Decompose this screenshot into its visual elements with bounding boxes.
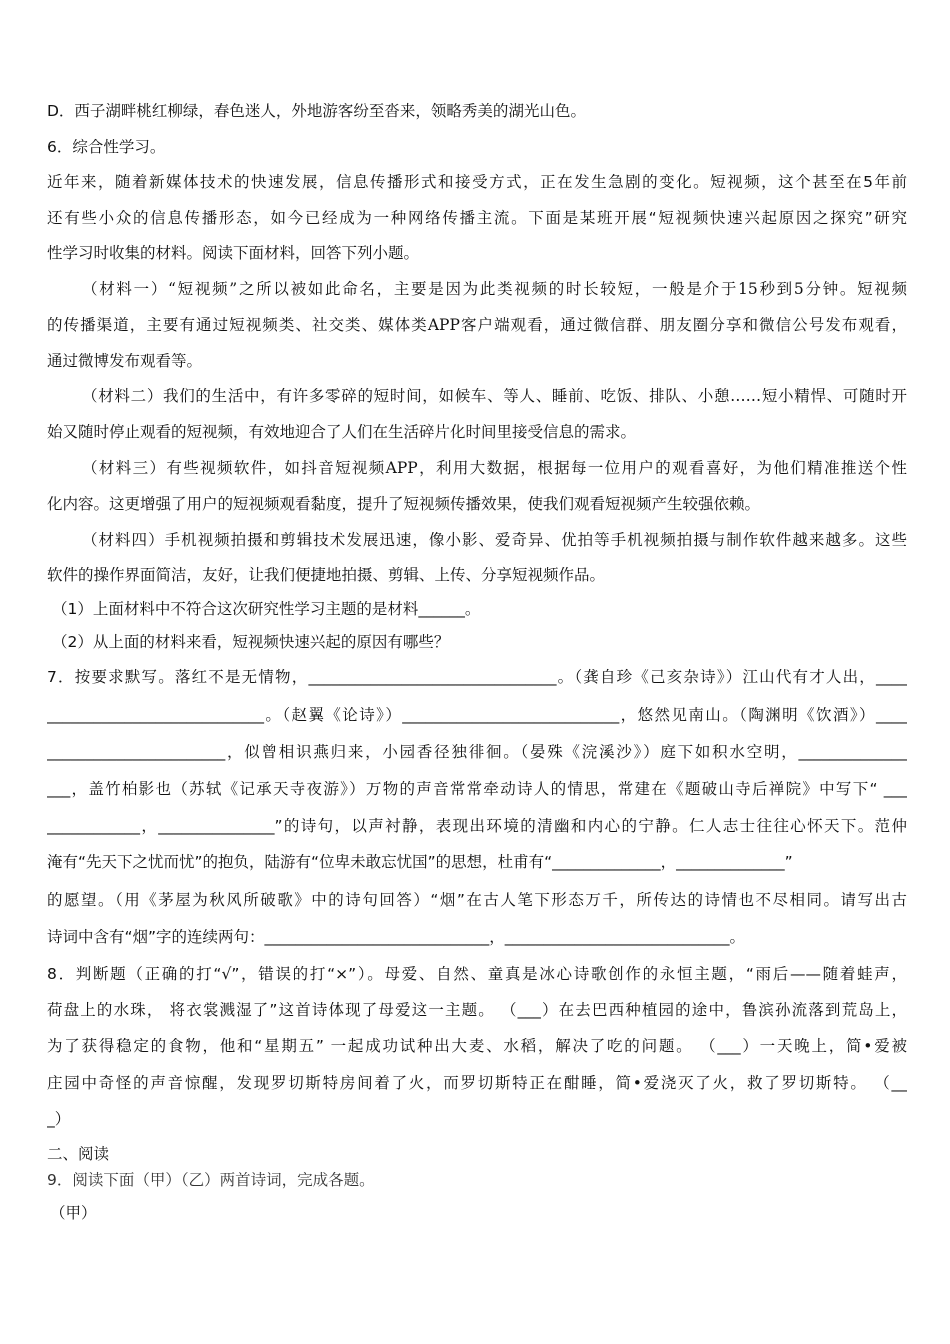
material-1-line: 通过微博发布观看等。 [47,352,203,370]
q6-intro-line: 近年来，随着新媒体技术的快速发展，信息传播形式和接受方式，正在发生急剧的变化。短视频，这个甚至在5年前 [47,173,907,191]
option-d: D．西子湖畔桃红柳绿，春色迷人，外地游客纷至沓来，领略秀美的湖光山色。 [47,102,586,120]
q6-intro-line: 性学习时收集的材料。阅读下面材料，回答下列小题。 [47,244,420,262]
material-2-line: （材料二）我们的生活中，有许多零碎的短时间，如候车、等人、睡前、吃饭、排队、小憩……短小精悍、可随时开 [82,387,907,405]
material-4-line: 软件的操作界面简洁，友好，让我们便捷地拍摄、剪辑、上传、分享短视频作品。 [47,566,606,584]
question-6-title: 6．综合性学习。 [47,138,166,156]
question-7-line: 淹有“先天下之忧而忧”的抱负，陆游有“位卑未敢忘忧国”的思想，杜甫有“______________，______________” [47,853,793,871]
question-7-line: _______________________，似曾相识燕归来，小园香径独徘徊。（晏殊《浣溪沙》）庭下如积水空明，______________ [47,743,907,761]
question-9: 9．阅读下面（甲）（乙）两首诗词，完成各题。 [47,1171,375,1189]
question-8-line: 庄园中奇怪的声音惊醒，发现罗切斯特房间着了火，而罗切斯特正在酣睡，简•爱浇灭了火，救了罗切斯特。 （__ [47,1074,907,1092]
question-7-line: 的愿望。（用《茅屋为秋风所破歌》中的诗句回答）“烟”在古人笔下形态万千，所传达的诗情也不尽相同。请写出古 [47,891,907,909]
material-1-line: （材料一）“短视频”之所以被如此命名，主要是因为此类视频的时长较短，一般是介于15秒到5分钟。短视频 [82,280,907,298]
poem-a-label: （甲） [50,1204,97,1222]
question-7-line: ____________________________。（赵翼《论诗》）____________________________，悠然见南山。（陶渊明《饮酒》）____ [47,706,907,724]
material-3-line: 化内容。这更增强了用户的短视频观看黏度，提升了短视频传播效果，使我们观看短视频产生较强依赖。 [47,495,761,513]
material-4-line: （材料四）手机视频拍摄和剪辑技术发展迅速，像小影、爱奇异、优拍等手机视频拍摄与制作软件越来越多。这些 [82,531,907,549]
material-1-line: 的传播渠道，主要有通过短视频类、社交类、媒体类APP客户端观看，通过微信群、朋友圈分享和微信公号发布观看， [47,316,907,334]
material-3-line: （材料三）有些视频软件，如抖音短视频APP，利用大数据，根据每一位用户的观看喜好，为他们精准推送个性 [82,459,907,477]
q6-intro-line: 还有些小众的信息传播形态，如今已经成为一种网络传播主流。下面是某班开展“短视频快速兴起原因之探究”研究 [47,209,907,227]
material-2-line: 始又随时停止观看的短视频，有效地迎合了人们在生活碎片化时间里接受信息的需求。 [47,423,637,441]
question-8-line: 荷盘上的水珠， 将衣裳溅湿了”这首诗体现了母爱这一主题。 （___）在去巴西种植园的途中，鲁滨孙流落到荒岛上， [47,1001,907,1019]
question-8-line: _） [47,1110,71,1128]
question-7-line: ___，盖竹柏影也（苏轼《记承天寺夜游》）万物的声音常常牵动诗人的情思，常建在《题破山寺后禅院》中写下“ ___ [47,780,907,798]
question-6-2: （2）从上面的材料来看，短视频快速兴起的原因有哪些？ [52,633,450,651]
question-7-line: ____________，_______________”的诗句，以声衬静，表现出环境的清幽和内心的宁静。仁人志士往往心怀天下。范仲 [47,817,907,835]
question-8-line: 为了获得稳定的食物，他和“星期五” 一起成功试种出大麦、水稻，解决了吃的问题。 （___）一天晚上，简•爱被 [47,1037,907,1055]
question-7-line: 7．按要求默写。落红不是无情物，________________________________。（龚自珍《己亥杂诗》）江山代有才人出，____ [47,668,907,686]
question-6-1: （1）上面材料中不符合这次研究性学习主题的是材料______。 [52,600,481,618]
question-7-line: 诗词中含有“烟”字的连续两句：_____________________________，_____________________________。 [47,928,746,946]
question-8-line: 8．判断题（正确的打“√”，错误的打“×”）。母爱、自然、童真是冰心诗歌创作的永恒主题，“雨后——随着蛙声， [47,965,907,983]
section-heading-reading: 二、阅读 [47,1145,110,1163]
